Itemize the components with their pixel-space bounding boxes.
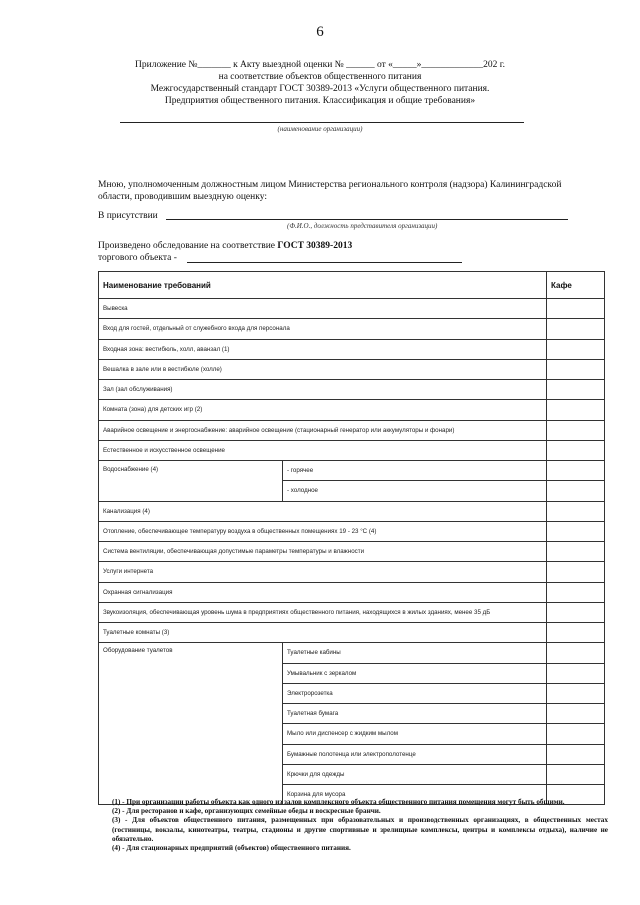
organization-name-line <box>120 122 524 123</box>
cafe-cell[interactable] <box>547 359 605 379</box>
appendix-subject: на соответствие объектов общественного питания <box>218 72 422 82</box>
table-row <box>99 299 605 319</box>
table-row <box>99 602 605 622</box>
table-row <box>99 319 605 339</box>
water-sub-cell: - горячее <box>283 461 547 481</box>
requirement-cell: Зал (зал обслуживания) <box>99 380 547 400</box>
toilet-sub-cell: Крючки для одежды <box>283 764 547 784</box>
cafe-cell[interactable] <box>547 562 605 582</box>
requirement-cell: Охранная сигнализация <box>99 582 547 602</box>
presence-line <box>166 219 568 220</box>
requirement-cell: Туалетные комнаты (3) <box>99 623 547 643</box>
organization-caption: (наименование организации) <box>277 125 363 133</box>
table-row <box>99 623 605 643</box>
requirement-cell: Комната (зона) для детских игр (2) <box>99 400 547 420</box>
toilet-sub-cell: Умывальник с зеркалом <box>283 663 547 683</box>
table-row <box>99 359 605 379</box>
cafe-cell[interactable] <box>547 339 605 359</box>
water-sub-cell: - холодное <box>283 481 547 501</box>
cafe-cell[interactable] <box>547 623 605 643</box>
cafe-cell[interactable] <box>547 582 605 602</box>
cafe-cell[interactable] <box>547 319 605 339</box>
survey-line-2: торгового объекта - <box>98 253 177 263</box>
requirement-cell: Отопление, обеспечивающее температуру воздуха в общественных помещениях 19 - 23 °С (4) <box>99 521 547 541</box>
intro-line-2: области, проводившим выездную оценку: <box>98 192 267 202</box>
standard-subtitle: Предприятия общественного питания. Классификация и общие требования» <box>164 96 476 106</box>
standard-title: Межгосударственный стандарт ГОСТ 30389-2013 «Услуги общественного питания. <box>150 84 490 94</box>
toilet-sub-cell: Туалетная бумага <box>283 704 547 724</box>
cafe-cell[interactable] <box>547 744 605 764</box>
cafe-cell[interactable] <box>547 299 605 319</box>
table-row <box>99 542 605 562</box>
footnote-4: (4) - Для стационарных предприятий (объектов) общественного питания. <box>112 844 351 853</box>
requirement-cell: Естественное и искусственное освещение <box>99 440 547 460</box>
cafe-cell[interactable] <box>547 542 605 562</box>
toilet-sub-cell: Мыло или диспенсер с жидким мылом <box>283 724 547 744</box>
requirement-cell: Аварийное освещение и энергоснабжение: аварийное освещение (стационарный генератор или аккумуляторы и фонари) <box>99 420 547 440</box>
page-number: 6 <box>316 24 324 40</box>
requirements-column-header: Наименование требований <box>99 272 547 299</box>
cafe-cell[interactable] <box>547 724 605 744</box>
table-row <box>99 380 605 400</box>
object-name-line <box>187 262 462 263</box>
presence-label: В присутствии <box>98 211 158 221</box>
cafe-cell[interactable] <box>547 643 605 663</box>
cafe-cell[interactable] <box>547 663 605 683</box>
table-row <box>99 420 605 440</box>
cafe-cell[interactable] <box>547 764 605 784</box>
cafe-cell[interactable] <box>547 602 605 622</box>
intro-line-1: Мною, уполномоченным должностным лицом Министерства регионального контроля (надзора) Калининградской <box>98 180 562 190</box>
cafe-cell[interactable] <box>547 420 605 440</box>
requirements-table <box>98 271 605 805</box>
cafe-cell[interactable] <box>547 501 605 521</box>
requirement-cell: Система вентиляции, обеспечивающая допустимые параметры температуры и влажности <box>99 542 547 562</box>
cafe-cell[interactable] <box>547 683 605 703</box>
table-row <box>99 501 605 521</box>
cafe-cell[interactable] <box>547 380 605 400</box>
table-row <box>99 562 605 582</box>
appendix-line: Приложение №_______ к Акту выездной оценки № ______ от «_____»_____________202 г. <box>135 60 505 70</box>
requirement-cell: Услуги интернета <box>99 562 547 582</box>
survey-line-1 <box>98 240 352 252</box>
cafe-column-header: Кафе <box>547 272 605 299</box>
cafe-cell[interactable] <box>547 481 605 501</box>
requirement-cell: Входная зона: вестибюль, холл, аванзал (1) <box>99 339 547 359</box>
cafe-cell[interactable] <box>547 704 605 724</box>
toilet-sub-cell: Корзина для мусора <box>283 785 547 805</box>
footnotes <box>112 798 608 853</box>
table-header-row <box>99 272 605 299</box>
toilet-sub-cell: Бумажные полотенца или электрополотенце <box>283 744 547 764</box>
survey-standard: ГОСТ 30389-2013 <box>277 241 353 251</box>
cafe-cell[interactable] <box>547 440 605 460</box>
requirement-cell: Вход для гостей, отдельный от служебного входа для персонала <box>99 319 547 339</box>
toilet-sub-cell: Туалетные кабины <box>283 643 547 663</box>
cafe-cell[interactable] <box>547 461 605 481</box>
requirement-cell: Вывеска <box>99 299 547 319</box>
table-row <box>99 461 605 481</box>
cafe-cell[interactable] <box>547 400 605 420</box>
footnote-3: (3) - Для объектов общественного питания, размещенных при образовательных и производственных организациях, в общественных местах (гостиницы, вокзалы, кинотеатры, театры, стадионы и другие спортивные и зрелищные комплексы, центры и комплексы отдыха), наличие не обязательно. <box>112 816 608 843</box>
table-row <box>99 643 605 663</box>
toilet-sub-cell: Электророзетка <box>283 683 547 703</box>
requirement-cell: Звукоизоляция, обеспечивающая уровень шума в предприятиях общественного питания, находящихся в жилых зданиях, менее 35 дБ <box>99 602 547 622</box>
table-row <box>99 582 605 602</box>
footnote-1: (1) - При организации работы объекта как одного из залов комплексного объекта общественного питания помещения могут быть общими. <box>112 798 565 806</box>
requirement-cell: Канализация (4) <box>99 501 547 521</box>
water-supply-label: Водоснабжение (4) <box>99 461 283 502</box>
cafe-cell[interactable] <box>547 521 605 541</box>
presence-caption: (Ф.И.О., должность представителя организации) <box>287 222 438 230</box>
table-row <box>99 400 605 420</box>
table-row <box>99 440 605 460</box>
table-row <box>99 521 605 541</box>
footnote-2: (2) - Для ресторанов и кафе, организующих семейные обеды и воскресные бранчи. <box>112 807 381 816</box>
table-row <box>99 339 605 359</box>
toilet-equipment-label: Оборудование туалетов <box>99 643 283 805</box>
survey-prefix: Произведено обследование на соответствие <box>98 241 278 251</box>
requirement-cell: Вешалка в зале или в вестибюле (холле) <box>99 359 547 379</box>
